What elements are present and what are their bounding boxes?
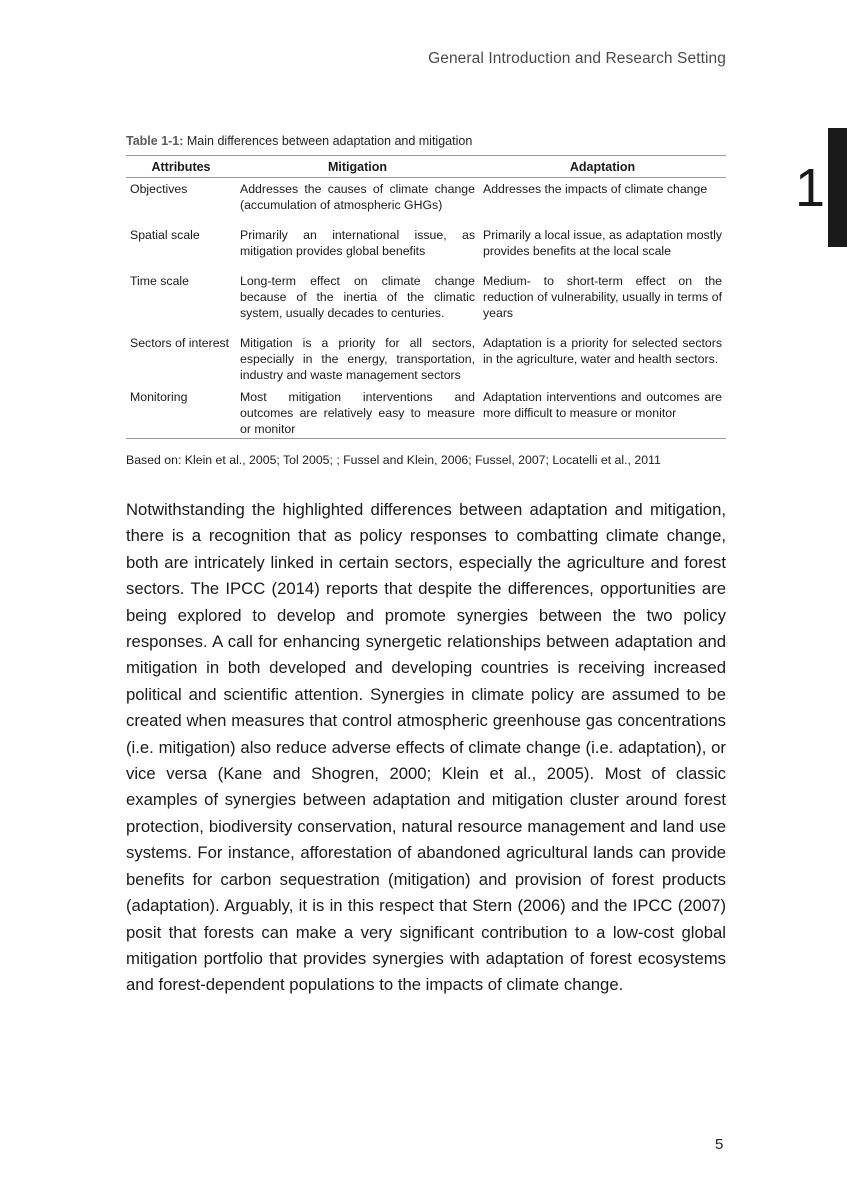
table-row xyxy=(126,331,726,385)
table-row xyxy=(126,223,726,269)
attribute-cell: Sectors of interest xyxy=(130,336,230,350)
adaptation-cell: Adaptation interventions and outcomes are more difficult to measure or monitor xyxy=(479,385,726,439)
chapter-number: 1 xyxy=(795,158,826,218)
body-paragraph: Notwithstanding the highlighted differences between adaptation and mitigation, there is a recognition that as policy responses to combatting climate change, both are intricately linked in certain sectors, especially the agriculture and forest sectors. The IPCC (2014) reports that despite the differences, opportunities are being explored to develop and promote synergies between the two policy responses. A call for enhancing synergetic relationships between adaptation and mitigation in both developed and developing countries is receiving increased political and scientific attention. Synergies in climate policy are assumed to be created when measures that control atmospheric greenhouse gas concentrations (i.e. mitigation) also reduce adverse effects of climate change (i.e. adaptation), or vice versa (Kane and Shogren, 2000; Klein et al., 2005). Most of classic examples of synergies between adaptation and mitigation cluster around forest protection, biodiversity conservation, natural resource management and land use systems. For instance, afforestation of abandoned agricultural lands can provide benefits for carbon sequestration (mitigation) and provision of forest products (adaptation). Arguably, it is in this respect that Stern (2006) and the IPCC (2007) posit that forests can make a very significant contribution to a low-cost global mitigation portfolio that provides synergies with adaptation of forest ecosystems and forest-dependent populations to the impacts of climate change. xyxy=(126,500,726,995)
table-header-row xyxy=(126,156,726,178)
adaptation-cell: Addresses the impacts of climate change xyxy=(483,182,708,196)
comparison-table xyxy=(126,155,726,439)
adaptation-cell: Primarily a local issue, as adaptation mostly provides benefits at the local scale xyxy=(483,228,722,258)
mitigation-cell: Mitigation is a priority for all sectors, especially in the energy, transportation, industry and waste management sectors xyxy=(240,336,475,382)
attribute-cell: Objectives xyxy=(130,182,188,196)
table-caption-text: Main differences between adaptation and mitigation xyxy=(183,134,473,148)
table-caption xyxy=(126,134,472,148)
table-row xyxy=(126,178,726,224)
attribute-cell: Monitoring xyxy=(126,385,236,439)
column-header-attributes: Attributes xyxy=(126,156,236,178)
column-header-adaptation: Adaptation xyxy=(479,156,726,178)
mitigation-cell: Primarily an international issue, as mitigation provides global benefits xyxy=(240,228,475,258)
column-header-mitigation: Mitigation xyxy=(236,156,479,178)
table-source-note: Based on: Klein et al., 2005; Tol 2005; ; Fussel and Klein, 2006; Fussel, 2007; Locatelli et al., 2011 xyxy=(126,453,661,467)
mitigation-cell: Most mitigation interventions and outcomes are relatively easy to measure or monitor xyxy=(236,385,479,439)
attribute-cell: Time scale xyxy=(130,274,189,288)
adaptation-cell: Medium- to short-term effect on the reduction of vulnerability, usually in terms of years xyxy=(483,274,722,320)
attribute-cell: Spatial scale xyxy=(130,228,200,242)
table-row xyxy=(126,385,726,439)
table-row xyxy=(126,269,726,331)
page-number: 5 xyxy=(715,1136,724,1153)
table-caption-label: Table 1-1: xyxy=(126,134,184,148)
running-header: General Introduction and Research Setting xyxy=(428,50,726,67)
chapter-tab xyxy=(828,128,847,247)
mitigation-cell: Long-term effect on climate change because of the inertia of the climatic system, usually decades to centuries. xyxy=(240,274,475,320)
mitigation-cell: Addresses the causes of climate change (accumulation of atmospheric GHGs) xyxy=(240,182,475,212)
adaptation-cell: Adaptation is a priority for selected sectors in the agriculture, water and health sectors. xyxy=(483,336,722,366)
